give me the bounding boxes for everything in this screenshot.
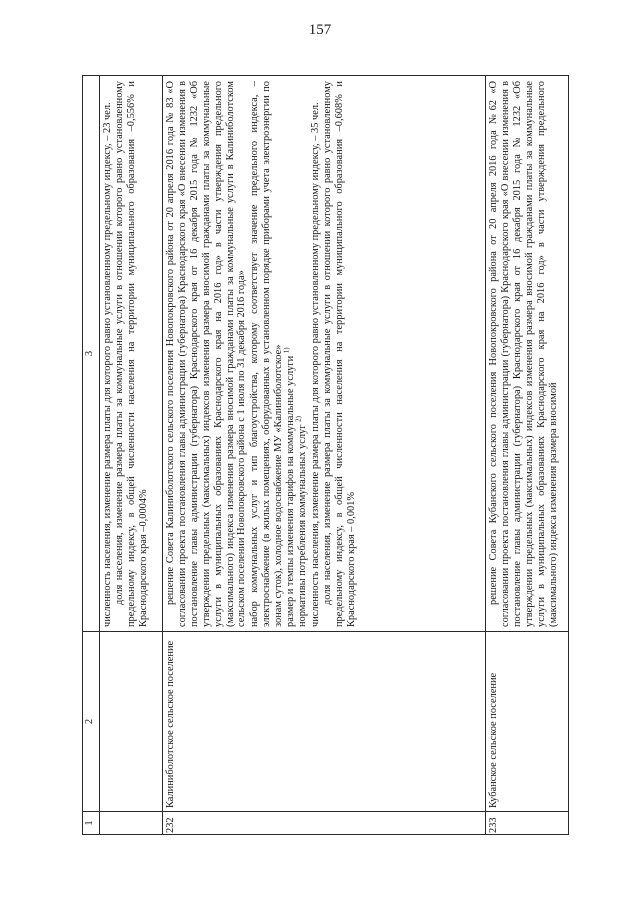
row-232-details <box>165 81 358 627</box>
row-232-services: набор коммунальных услуг и тип благоустройства, которому соответствует значение предельного индекса, – электроснабжение (в жилых помещениях, оборудованных в установленном порядке приборами учета электроэнергии по зонам суток), холодное водоснабжение МУ «Калиниболотское» <box>248 81 284 627</box>
row-232-share: доля населения, изменение размера платы за коммунальные услуги в отношении которого равно установленному предельному индексу, в общей численности населения на территории муниципального образования –0,608% и Краснодарского края – 0,001% <box>321 81 357 627</box>
continuation-share: доля населения, изменение размера платы за коммунальные услуги в отношении которого равно установленному предельному индексу, в общей численности населения на территории муниципального образования –0,556% и Краснодарского края –0,0004% <box>113 81 149 627</box>
page-number: 157 <box>308 22 332 38</box>
row-232-population: численность населения, изменение размера платы для которого равно установленному предельному индексу, – 35 чел. <box>309 102 321 627</box>
row-232-decision: решение Совета Калиниболотского сельского поселения Новопокровского района от 20 апреля 2016 года № 83 «О согласовании проекта постановления главы администрации (губернатора) Краснодарского края «О внесении изменения в постановление главы администрации (губернатора) Краснодарского края от 16 декабря 2015 года № 1232 «Об утверждении предельных (максимальных) индексов изменения размера вносимой гражданами платы за коммунальные услуги в муниципальных образованиях Краснодарского края на 2016 год» в части утверждения предельного (максимального) индекса изменения размера вносимой гражданами платы за коммунальные услуги в Калиниболотском сельском поселении Новопокровского района с 1 июля по 31 декабря 2016 года» <box>165 81 248 627</box>
header-col-1: 1 <box>84 820 95 826</box>
data-table <box>82 75 568 835</box>
row-233-decision: решение Совета Кубанского сельского поселения Новопокровского района от 20 апреля 2016 года №62 «О согласовании проекта постановления главы администрации (губернатора) Краснодарского края «О внесении изменения в постановление главы администрации (губернатора) Краснодарского края от 16 декабря 2015 года № 1232 «Об утверждении предельных (максимальных) индексов изменения размера вносимой гражданами платы за коммунальные услуги в муниципальных образованиях Краснодарского края на 2016 год» в части утверждения предельного (максимального) индекса изменения размера вносимой <box>488 81 559 627</box>
continuation-population: численность населения, изменение размера платы для которого равно установленному предельному индексу, – 23 чел. <box>102 102 113 627</box>
row-232-norms: нормативы потребления коммунальных услуг $^{2)}$ <box>295 416 309 627</box>
row-232-name: Калиниболотское сельское поселение <box>165 640 176 808</box>
row-232-number: 232 <box>165 817 176 833</box>
row-233-details <box>488 81 567 627</box>
header-col-2: 2 <box>84 718 95 725</box>
continuation-text <box>102 81 150 627</box>
rotated-page <box>82 75 568 835</box>
row-233-number: 233 <box>488 817 499 833</box>
row-233-name: Кубанское сельское поселение <box>488 672 499 808</box>
row-232-tariffs: размер и темпы изменения тарифов на коммунальные услуги $^{1)}$ <box>282 347 297 627</box>
header-col-3: 3 <box>84 350 95 357</box>
